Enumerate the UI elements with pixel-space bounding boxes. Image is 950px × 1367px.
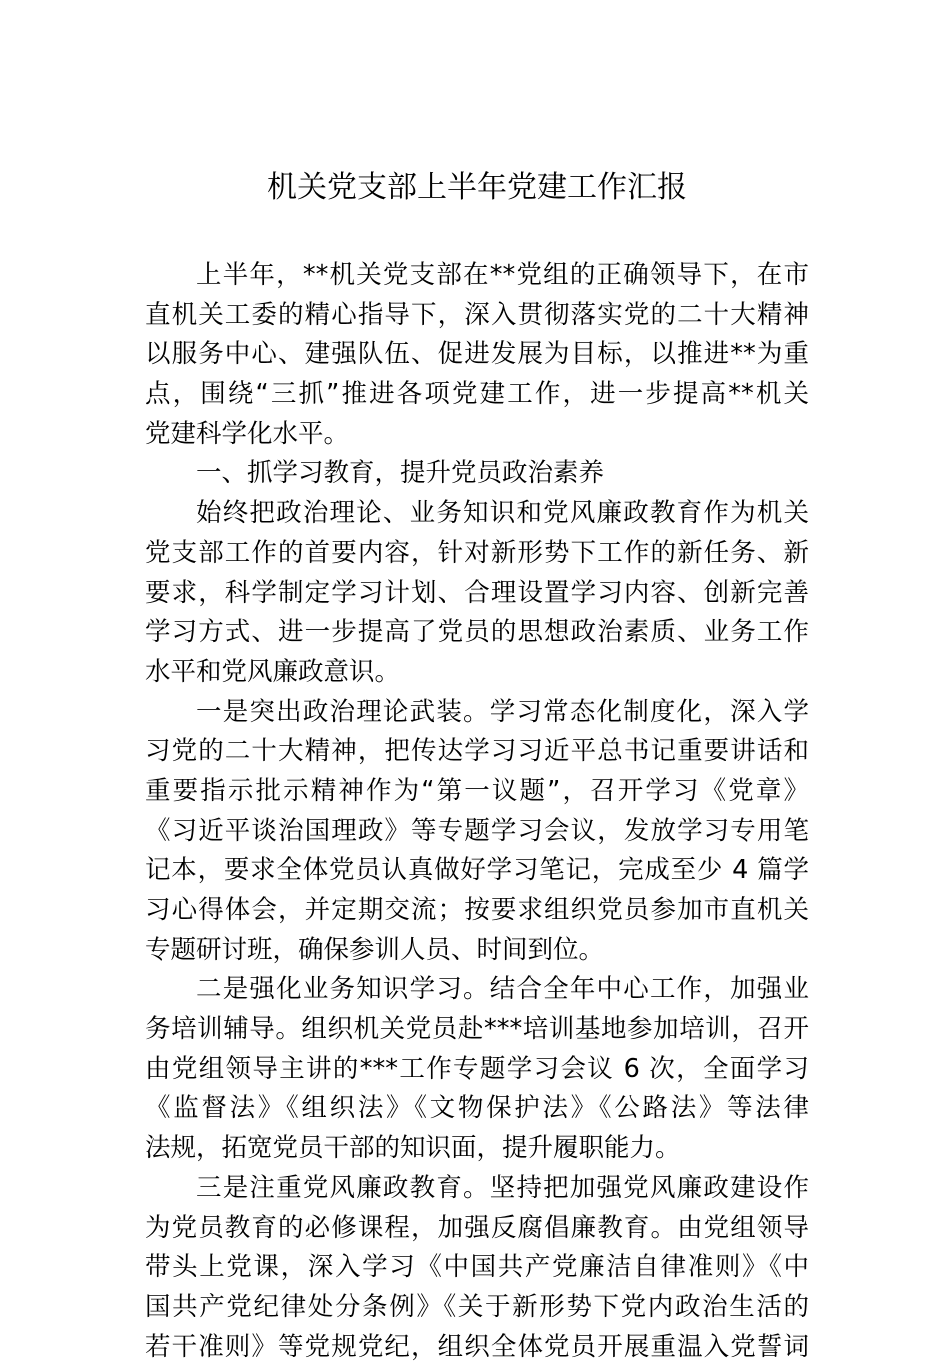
paragraph-line: 点，围绕“三抓”推进各项党建工作，进一步提高**机关: [145, 379, 809, 410]
paragraph-item-2: [145, 970, 809, 1168]
paragraph-line: 三是注重党风廉政教育。坚持把加强党风廉政建设作: [196, 1172, 809, 1203]
paragraph-line: 由党组领导主讲的***工作专题学习会议 6 次，全面学习: [145, 1053, 809, 1084]
paragraph-line: 直机关工委的精心指导下，深入贯彻落实党的二十大精神: [145, 299, 809, 330]
paragraph-line: 水平和党风廉政意识。: [145, 656, 401, 687]
paragraph-line: 记本，要求全体党员认真做好学习笔记，完成至少 4 篇学: [145, 855, 809, 886]
paragraph-line: 始终把政治理论、业务知识和党风廉政教育作为机关: [196, 498, 809, 529]
paragraph-line: 党支部工作的首要内容，针对新形势下工作的新任务、新: [145, 537, 809, 568]
paragraph-line: 带头上党课，深入学习《中国共产党廉洁自律准则》《中: [145, 1252, 809, 1283]
paragraph-line: 《习近平谈治国理政》等专题学习会议，发放学习专用笔: [145, 815, 809, 846]
paragraph-line: 习党的二十大精神，把传达学习习近平总书记重要讲话和: [145, 736, 809, 767]
paragraph-item-1: [145, 693, 809, 971]
paragraph-line: 为党员教育的必修课程，加强反腐倡廉教育。由党组领导: [145, 1212, 809, 1243]
paragraph-line: 专题研讨班，确保参训人员、时间到位。: [145, 934, 605, 965]
paragraph-line: 一是突出政治理论武装。学习常态化制度化，深入学: [196, 696, 809, 727]
paragraph-line: 学习方式、进一步提高了党员的思想政治素质、业务工作: [145, 617, 809, 648]
paragraph-line: 习心得体会，并定期交流；按要求组织党员参加市直机关: [145, 895, 809, 925]
paragraph-line: 重要指示批示精神作为“第一议题”，召开学习《党章》: [145, 775, 809, 806]
paragraph-line: 国共产党纪律处分条例》《关于新形势下党内政治生活的: [145, 1291, 809, 1322]
paragraph-intro: [145, 256, 809, 454]
paragraph-line: 法规，拓宽党员干部的知识面，提升履职能力。: [145, 1133, 681, 1164]
document-body: [145, 256, 809, 1367]
paragraph-section-1-heading: [145, 454, 809, 494]
paragraph-line: 上半年，**机关党支部在**党组的正确领导下，在市: [196, 260, 809, 290]
paragraph-line: 以服务中心、建强队伍、促进发展为目标，以推进**为重: [145, 339, 809, 370]
paragraph-line: 若干准则》等党规党纪，组织全体党员开展重温入党誓词: [145, 1331, 809, 1362]
paragraph-line: 《监督法》《组织法》《文物保护法》《公路法》等法律: [145, 1093, 809, 1124]
paragraph-section-1-body: [145, 494, 809, 692]
paragraph-line: 党建科学化水平。: [145, 418, 350, 449]
paragraph-item-3: [145, 1169, 809, 1367]
document-title: 机关党支部上半年党建工作汇报: [267, 170, 687, 205]
paragraph-line: 务培训辅导。组织机关党员赴***培训基地参加培训，召开: [145, 1014, 809, 1045]
paragraph-line: 一、抓学习教育，提升党员政治素养: [196, 458, 605, 489]
paragraph-line: 要求，科学制定学习计划、合理设置学习内容、创新完善: [145, 577, 809, 608]
paragraph-line: 二是强化业务知识学习。结合全年中心工作，加强业: [196, 974, 809, 1005]
